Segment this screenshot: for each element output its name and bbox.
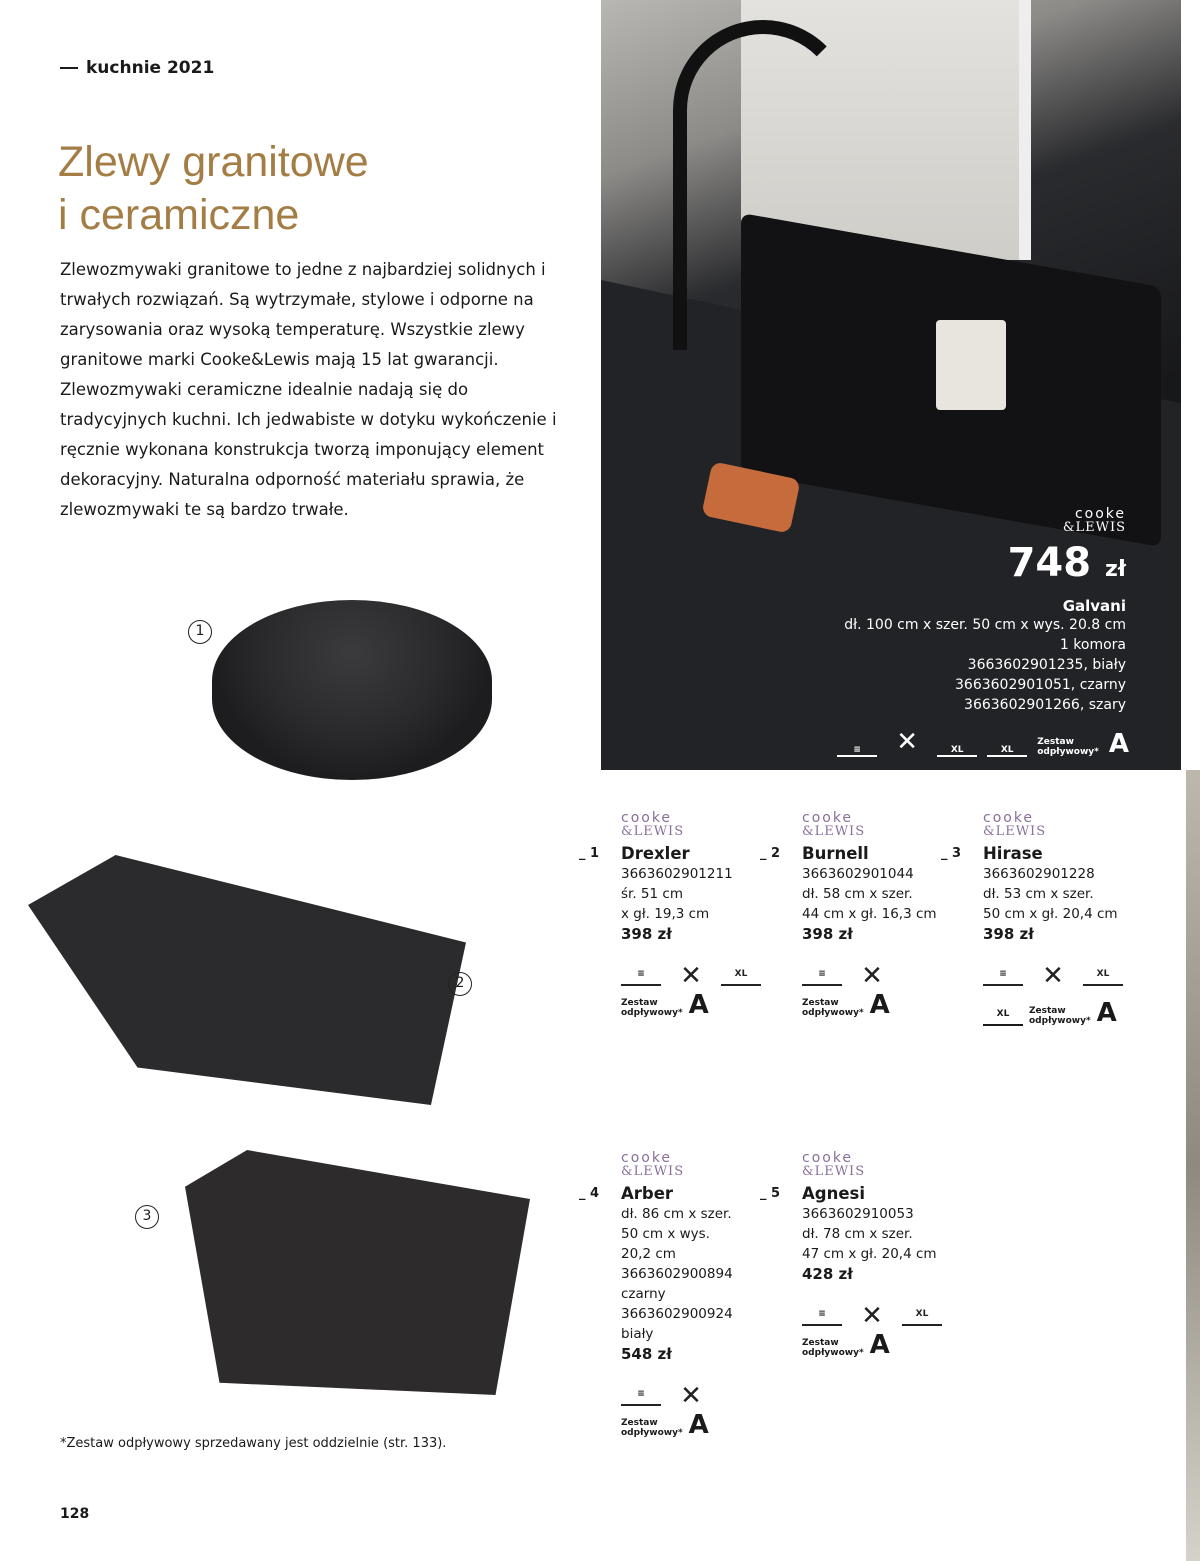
product-detail-line: 50 cm x gł. 20,4 cm: [983, 906, 1118, 922]
xl-bowl-icon: XL: [937, 723, 977, 757]
brand-logo: [837, 508, 1126, 534]
product-detail-line: 3663602901211: [621, 866, 733, 882]
product-number: _ 2: [760, 846, 781, 861]
xl-bowl-icon: XL: [721, 952, 761, 986]
product-name: Burnell: [802, 844, 869, 863]
grade-a: A: [1108, 729, 1129, 759]
drainer-icon: ≡: [621, 1372, 661, 1406]
featured-code: 3663602901266, szary: [964, 697, 1126, 713]
feature-icons: [983, 952, 1148, 991]
grade-a: A: [869, 1330, 890, 1360]
product-number: _ 4: [579, 1186, 600, 1201]
marker-3: 3: [135, 1205, 159, 1229]
product-name: Drexler: [621, 844, 690, 863]
drain-kit-row: [802, 992, 967, 1018]
price-value: 748: [1007, 540, 1092, 586]
no-pot-icon: ✕: [861, 1301, 883, 1331]
no-pot-icon: ✕: [680, 1381, 702, 1411]
feature-icons: [621, 1372, 786, 1411]
title-line-2: i ceramiczne: [58, 191, 300, 239]
marker-2: 2: [448, 972, 472, 996]
brand-line1: cooke: [802, 1150, 854, 1166]
featured-dims: dł. 100 cm x szer. 50 cm x wys. 20.8 cm: [844, 617, 1126, 633]
product-detail-line: 50 cm x wys.: [621, 1226, 710, 1242]
product-detail-line: 44 cm x gł. 16,3 cm: [802, 906, 937, 922]
product-detail-line: 3663602910053: [802, 1206, 914, 1222]
product-detail-line: dł. 78 cm x szer.: [802, 1226, 913, 1242]
brand-line2: &LEWIS: [621, 824, 685, 839]
product-detail-line: 3663602901044: [802, 866, 914, 882]
product-number: _ 1: [579, 846, 600, 861]
product-number: _ 3: [941, 846, 962, 861]
feature-icons: [621, 952, 786, 991]
featured-code: 3663602901235, biały: [967, 657, 1126, 673]
title-line-1: Zlewy granitowe: [58, 138, 369, 186]
zestaw-l1: Zestaw: [802, 1338, 839, 1348]
brand-logo: [802, 812, 967, 838]
drain-kit-label: [802, 1338, 864, 1358]
drain-kit-row: [983, 992, 1148, 1026]
zestaw-l2: odpływowy*: [802, 1348, 864, 1358]
product-name-row: [760, 1184, 967, 1204]
product-price: 398 zł: [983, 925, 1034, 943]
product-details: [802, 1204, 967, 1264]
no-pot-icon: ✕: [1042, 961, 1064, 991]
xl-depth-icon: XL: [902, 1292, 942, 1326]
featured-chambers: 1 komora: [1059, 637, 1126, 653]
brand-logo: [621, 1152, 786, 1178]
product-details: [621, 864, 786, 924]
drain-kit-label: [621, 998, 683, 1018]
zestaw-l1: Zestaw: [621, 1418, 658, 1428]
product-number: _ 5: [760, 1186, 781, 1201]
xl-bowl-icon: XL: [1083, 952, 1123, 986]
product-detail-line: śr. 51 cm: [621, 886, 683, 902]
featured-price: [837, 540, 1126, 593]
product-detail-line: 47 cm x gł. 20,4 cm: [802, 1246, 937, 1262]
product-card: [760, 1150, 967, 1360]
feature-icons: [802, 952, 967, 991]
brand-logo: [983, 812, 1148, 838]
product-details: [983, 864, 1148, 924]
product-detail-line: dł. 86 cm x szer.: [621, 1206, 732, 1222]
intro-paragraph: Zlewozmywaki granitowe to jedne z najbardziej solidnych i trwałych rozwiązań. Są wytrzymałe, stylowe i odporne na zarysowania oraz wysoką temperaturę. Wszystkie zlewy granitowe marki Cooke&Lewis mają 15 lat gwarancji. Zlewozmywaki ceramiczne idealnie nadają się do tradycyjnych kuchni. Ich jedwabiste w dotyku wykończenie i ręcznie wykonana konstrukcja tworzą imponujący element dekoracyjny. Naturalna odporność materiału sprawia, że zlewozmywaki te są bardzo trwałe.: [60, 260, 557, 519]
brand-line2: &LEWIS: [621, 1164, 685, 1179]
brand-line2: &LEWIS: [802, 824, 866, 839]
product-name: Arber: [621, 1184, 674, 1203]
no-pot-icon: ✕: [680, 961, 702, 991]
product-price: 398 zł: [621, 925, 672, 943]
product-name: Agnesi: [802, 1184, 865, 1203]
sink-image-burnell: [28, 855, 466, 1105]
featured-code: 3663602901051, czarny: [955, 677, 1126, 693]
featured-product: [837, 506, 1129, 759]
product-card: [760, 810, 967, 1020]
product-details: [802, 864, 967, 924]
brand-line1: cooke: [621, 1150, 673, 1166]
feature-icons: [837, 723, 1129, 757]
section-text: kuchnie 2021: [86, 58, 215, 78]
product-detail-line: 3663602900894: [621, 1266, 733, 1282]
product-name-row: [941, 844, 1148, 864]
price-currency: zł: [1105, 557, 1126, 582]
sink-image-drexler: [212, 600, 492, 780]
drain-kit-label: [802, 998, 864, 1018]
product-details: [621, 1204, 786, 1344]
marker-1: 1: [188, 620, 212, 644]
no-pot-icon: ✕: [861, 961, 883, 991]
brand-line2: &LEWIS: [983, 824, 1047, 839]
zestaw-l1: Zestaw: [621, 998, 658, 1008]
product-detail-line: 3663602901228: [983, 866, 1095, 882]
product-card: [941, 810, 1148, 1028]
product-card: [579, 810, 786, 1020]
product-detail-line: 20,2 cm: [621, 1246, 676, 1262]
brand-logo: [802, 1152, 967, 1178]
drainer-icon: ≡: [837, 723, 877, 757]
footnote: *Zestaw odpływowy sprzedawany jest oddzielnie (str. 133).: [60, 1436, 447, 1451]
mug: [936, 320, 1006, 410]
adjacent-page-edge: [1186, 770, 1200, 1561]
zestaw-l2: odpływowy*: [1029, 1016, 1091, 1026]
brand-line1: cooke: [621, 810, 673, 826]
brand-line2: &LEWIS: [802, 1164, 866, 1179]
page-number: 128: [60, 1506, 90, 1522]
zestaw-l2: odpływowy*: [802, 1008, 864, 1018]
product-price: 398 zł: [802, 925, 853, 943]
product-detail-line: biały: [621, 1326, 654, 1342]
zestaw-l1: Zestaw: [1037, 737, 1074, 747]
faucet: [673, 20, 853, 350]
page-title: [58, 136, 369, 242]
brand-line1: cooke: [802, 810, 854, 826]
grade-a: A: [688, 1410, 709, 1440]
zestaw-l1: Zestaw: [802, 998, 839, 1008]
drain-kit-label: [1029, 1006, 1091, 1026]
zestaw-l2: odpływowy*: [621, 1008, 683, 1018]
product-detail-line: x gł. 19,3 cm: [621, 906, 710, 922]
drain-kit-label: [1037, 737, 1099, 757]
grade-a: A: [688, 990, 709, 1020]
xl-depth-icon: XL: [987, 723, 1027, 757]
feature-icons: [802, 1292, 967, 1331]
section-label: [60, 58, 214, 78]
drainer-icon: ≡: [621, 952, 661, 986]
product-detail-line: dł. 53 cm x szer.: [983, 886, 1094, 902]
product-price: 548 zł: [621, 1345, 672, 1363]
no-pot-icon: ✕: [896, 727, 919, 757]
drain-kit-row: [621, 992, 786, 1018]
product-detail-line: dł. 58 cm x szer.: [802, 886, 913, 902]
brand-line1: cooke: [1074, 506, 1126, 522]
grade-a: A: [869, 990, 890, 1020]
grade-a: A: [1096, 998, 1117, 1028]
zestaw-l2: odpływowy*: [1037, 747, 1099, 757]
drain-kit-row: [802, 1332, 967, 1358]
brand-logo: [621, 812, 786, 838]
product-name: Hirase: [983, 844, 1043, 863]
kitchen-sink-photo: [601, 0, 1181, 770]
drain-kit-label: [621, 1418, 683, 1438]
brand-line1: cooke: [983, 810, 1035, 826]
product-detail-line: 3663602900924: [621, 1306, 733, 1322]
zestaw-l2: odpływowy*: [621, 1428, 683, 1438]
brand-line2: &LEWIS: [1062, 520, 1126, 535]
zestaw-l1: Zestaw: [1029, 1006, 1066, 1016]
drainer-icon: ≡: [802, 952, 842, 986]
sink-image-hirase: [185, 1150, 530, 1395]
product-detail-line: czarny: [621, 1286, 666, 1302]
product-price: 428 zł: [802, 1265, 853, 1283]
drainer-icon: ≡: [983, 952, 1023, 986]
xl-depth-icon: XL: [983, 992, 1023, 1026]
drain-kit-row: [621, 1412, 786, 1438]
drainer-icon: ≡: [802, 1292, 842, 1326]
featured-name: Galvani: [1062, 597, 1126, 615]
